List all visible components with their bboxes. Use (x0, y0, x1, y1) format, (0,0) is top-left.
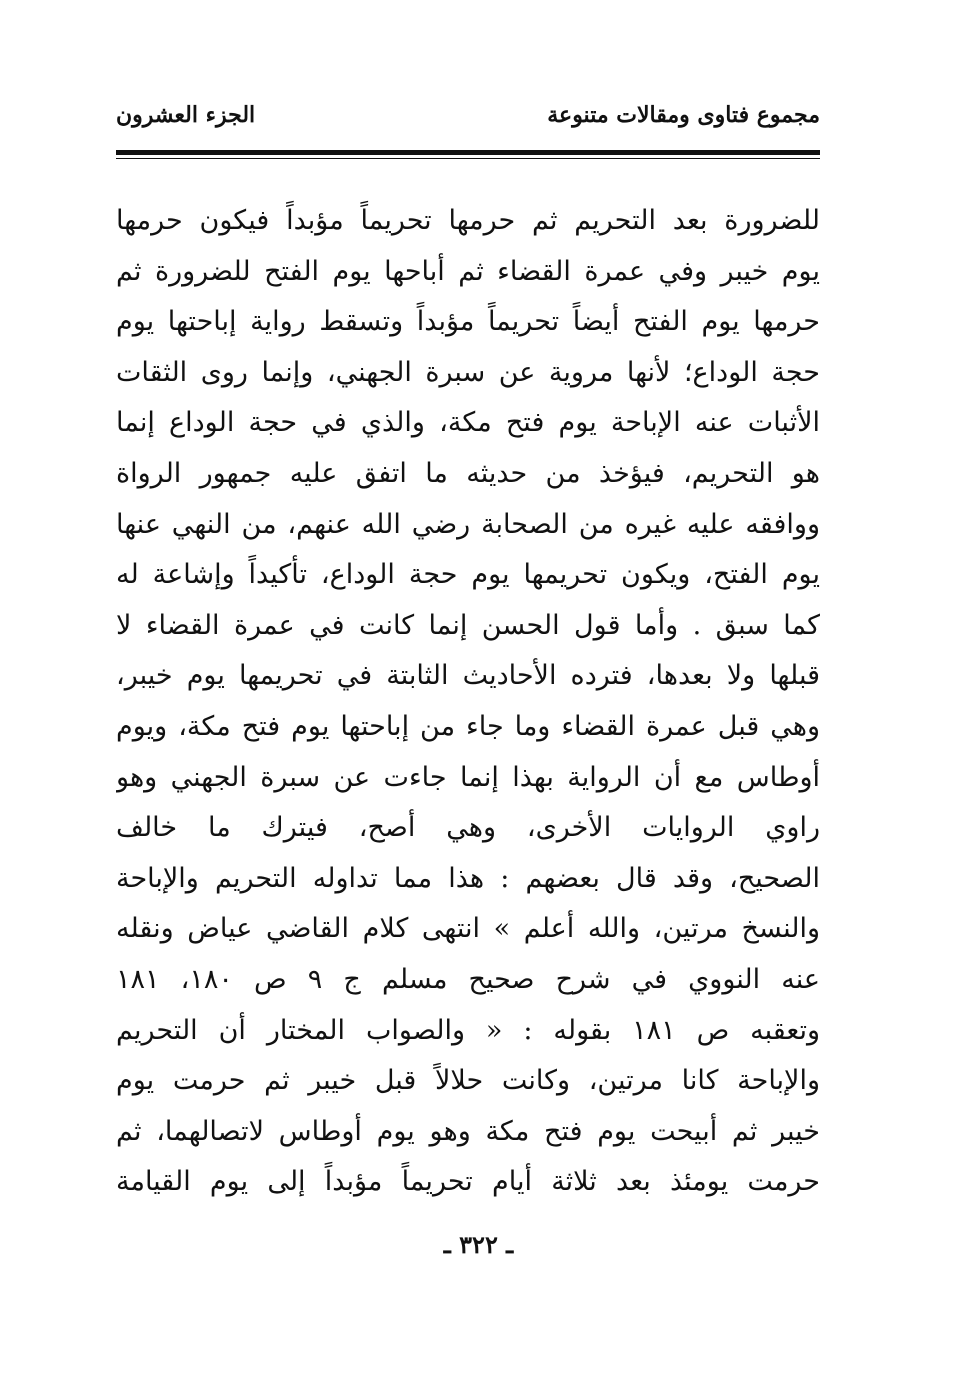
text-line: حرمت يومئذ بعد ثلاثة أيام تحريماً مؤبداً إلى يوم القيامة (116, 1166, 820, 1198)
text-line: راوي الروايات الأخرى، وهي أصح، فيترك ما خالف (116, 812, 820, 844)
text-line: والإباحة كانا مرتين، وكانت حلالاً قبل خيبر ثم حرمت يوم (116, 1065, 820, 1097)
text-line: وتعقبه ص ١٨١ بقوله : « والصواب المختار أن التحريم (116, 1014, 820, 1046)
text-line: عنه النووي في شرح صحيح مسلم ج ٩ ص ١٨٠، ١٨١ (116, 963, 820, 995)
text-line: للضرورة بعد التحريم ثم حرمها تحريماً مؤبداً فيكون حرمها (116, 205, 820, 236)
volume-label: الجزء العشرون (116, 102, 256, 128)
text-line: خيبر ثم أبيحت يوم فتح مكة وهو يوم أوطاس لاتصالهما، ثم (116, 1115, 820, 1147)
text-line: الصحيح، وقد قال بعضهم : هذا مما تداوله التحريم والإباحة (116, 862, 820, 894)
page-number: ـ ٣٢٢ ـ (443, 1230, 514, 1259)
text-line: هو التحريم، فيؤخذ من حديثه ما اتفق عليه جمهور الرواة (116, 457, 820, 489)
text-line: يوم خيبر وفي عمرة القضاء ثم أباحها يوم الفتح للضرورة ثم (116, 255, 820, 287)
text-line: يوم الفتح، ويكون تحريمها يوم حجة الوداع، تأكيداً وإشاعة له (116, 559, 820, 591)
running-header (116, 92, 820, 140)
text-line: والنسخ مرتين، والله أعلم » انتهى كلام القاضي عياض ونقله (116, 913, 820, 945)
text-line: ووافقه عليه غيره من الصحابة رضي الله عنهم، من النهي عنها (116, 508, 820, 540)
text-line: كما سبق . وأما قول الحسن إنما كانت في عمرة القضاء لا (116, 609, 820, 641)
text-line: حرمها يوم الفتح أيضاً تحريماً مؤبداً وتسقط رواية إباحتها يوم (116, 306, 820, 338)
text-line: أوطاس مع أن الرواية بهذا إنما جاءت عن سبرة الجهني وهو (116, 761, 820, 793)
text-line: قبلها ولا بعدها، فترده الأحاديث الثابتة في تحريمها يوم خيبر، (116, 660, 820, 692)
body-text (116, 196, 820, 1208)
text-line: وهي قبل عمرة القضاء وما جاء من إباحتها يوم فتح مكة، ويوم (116, 710, 820, 742)
text-line: الأثبات عنه الإباحة يوم فتح مكة، والذي في حجة الوداع إنما (116, 407, 820, 439)
text-line: حجة الوداع؛ لأنها مروية عن سبرة الجهني، وإنما روى الثقات (116, 356, 820, 388)
book-title: مجموع فتاوى ومقالات متنوعة (547, 102, 820, 128)
header-rule-thin (116, 158, 820, 159)
header-rule-thick (116, 150, 820, 155)
